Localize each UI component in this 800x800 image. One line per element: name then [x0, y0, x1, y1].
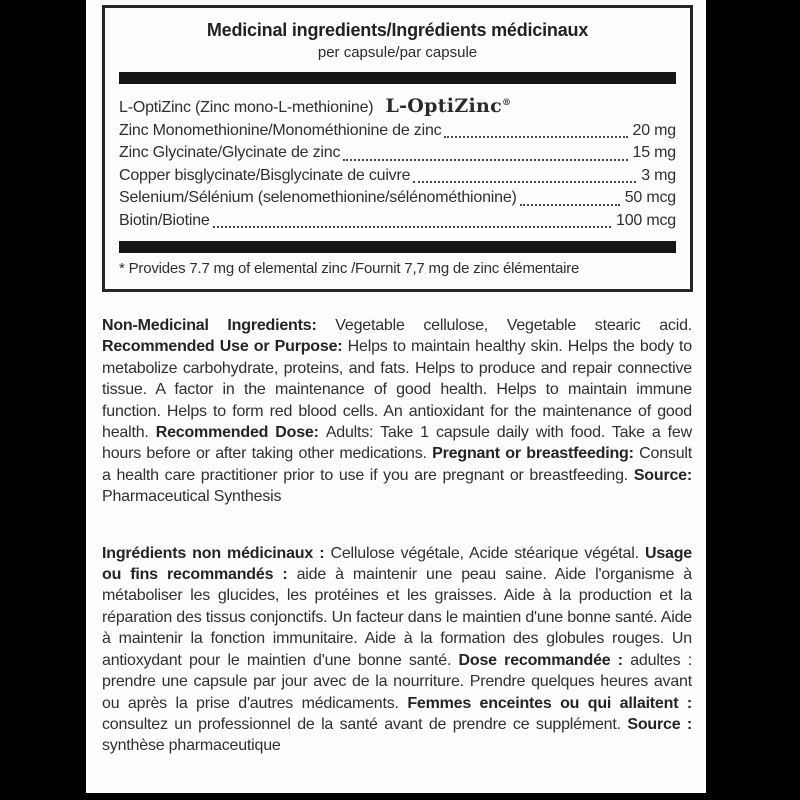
ingredient-row — [119, 120, 676, 143]
ingredient-name: Copper bisglycinate/Bisglycinate de cuivre — [119, 166, 411, 184]
paragraph-heading-inline: Ingrédients non médicinaux : — [102, 544, 331, 562]
paragraph-heading-inline: Non-Medicinal Ingredients: — [102, 317, 336, 334]
paragraph-text: Adults: Take 1 capsule daily with food. Take a few hours before or after taking other medications. — [102, 424, 692, 463]
ingredient-amount: 50 mcg — [624, 189, 676, 206]
dot-leader — [520, 204, 620, 206]
registered-mark-icon: ® — [501, 98, 512, 108]
paragraph-text: consultez un professionnel de la santé avant de prendre ce supplément. — [102, 715, 628, 733]
paragraph-heading-inline: Recommended Use or Purpose: — [102, 338, 348, 356]
paragraph-text: Pharmaceutical Synthesis — [102, 488, 282, 506]
paragraph-text: Helps to maintain healthy skin. Helps the body to metabolize carbohydrate, proteins, and fats. Helps to produce and repair connective tissue. A factor in the maintenance of good health. Helps to maintain immune function. Helps to form red blood cells. An antioxidant for the maintenance of good health. — [102, 338, 692, 442]
elemental-zinc-footnote: * Provides 7.7 mg of elemental zinc /Fournit 7,7 mg de zinc élémentaire — [119, 260, 580, 277]
english-paragraph — [102, 315, 692, 508]
paragraph-heading-inline: Source: — [633, 466, 692, 484]
brand-row-label: L-OptiZinc (Zinc mono-L-methionine) — [119, 99, 374, 116]
divider-bar-top — [119, 72, 676, 84]
paragraph-heading-inline: Femmes enceintes ou qui allaitent : — [407, 694, 692, 712]
loptizinc-logo-text: L-OptiZinc — [385, 95, 502, 117]
ingredient-name: Biotin/Biotine — [119, 211, 210, 229]
paragraph-heading-inline: Usage ou fins recommandés : — [102, 544, 692, 584]
ingredient-rows — [117, 92, 678, 232]
ingredient-row — [119, 187, 676, 210]
ingredient-row — [119, 165, 676, 188]
paragraph-text: synthèse pharmaceutique — [102, 737, 281, 755]
medicinal-ingredients-box — [102, 5, 693, 292]
dot-leader — [213, 226, 611, 228]
paragraph-text: Vegetable cellulose, Vegetable stearic acid. — [335, 317, 693, 334]
paragraph-text: aide à maintenir une peau saine. Aide l'organisme à métaboliser les glucides, les protéines et les graisses. Aide à la production et la réparation des tissus conjonctifs. Un facteur dans le maintien d'une bonne santé. Aide à maintenir la fonction immunitaire. Aide à la formation des globules rouges. Un antioxydant pour le maintien d'une bonne santé. — [102, 566, 692, 669]
ingredient-amount: 100 mcg — [616, 211, 676, 229]
ingredient-row — [119, 142, 676, 165]
loptizinc-logo — [385, 92, 511, 118]
dot-leader — [444, 136, 627, 138]
divider-bar-bottom — [119, 241, 676, 253]
french-paragraph — [102, 543, 692, 757]
ingredient-name: Zinc Glycinate/Glycinate de zinc — [119, 144, 341, 161]
supplement-label — [86, 0, 706, 793]
paragraph-heading-inline: Recommended Dose: — [155, 424, 326, 442]
brand-row — [119, 92, 676, 120]
ingredient-amount: 3 mg — [641, 166, 676, 184]
ingredient-amount: 20 mg — [632, 121, 676, 139]
dot-leader — [343, 159, 627, 161]
ingredient-name: Selenium/Sélénium (selenomethionine/sélénométhionine) — [119, 189, 517, 206]
paragraph-text: Consult a health care practitioner prior to use if you are pregnant or breastfeeding. — [102, 445, 692, 484]
paragraph-heading-inline: Dose recommandée : — [458, 651, 631, 669]
dot-leader — [413, 181, 636, 183]
paragraph-heading-inline: Source : — [627, 715, 692, 733]
panel-subtitle: per capsule/par capsule — [317, 44, 478, 61]
paragraph-text: adultes : prendre une capsule par jour avec de la nourriture. Prendre quelques heures avant ou après la prise d'autres médicaments. — [102, 651, 692, 712]
ingredient-name: Zinc Monomethionine/Monométhionine de zinc — [119, 121, 442, 139]
panel-title: Medicinal ingredients/Ingrédients médicinaux — [206, 20, 589, 40]
paragraph-heading-inline: Pregnant or breastfeeding: — [432, 445, 640, 463]
ingredient-amount: 15 mg — [632, 144, 676, 161]
ingredient-row — [119, 210, 676, 233]
paragraph-text: Cellulose végétale, Acide stéarique végétal. — [330, 544, 645, 562]
